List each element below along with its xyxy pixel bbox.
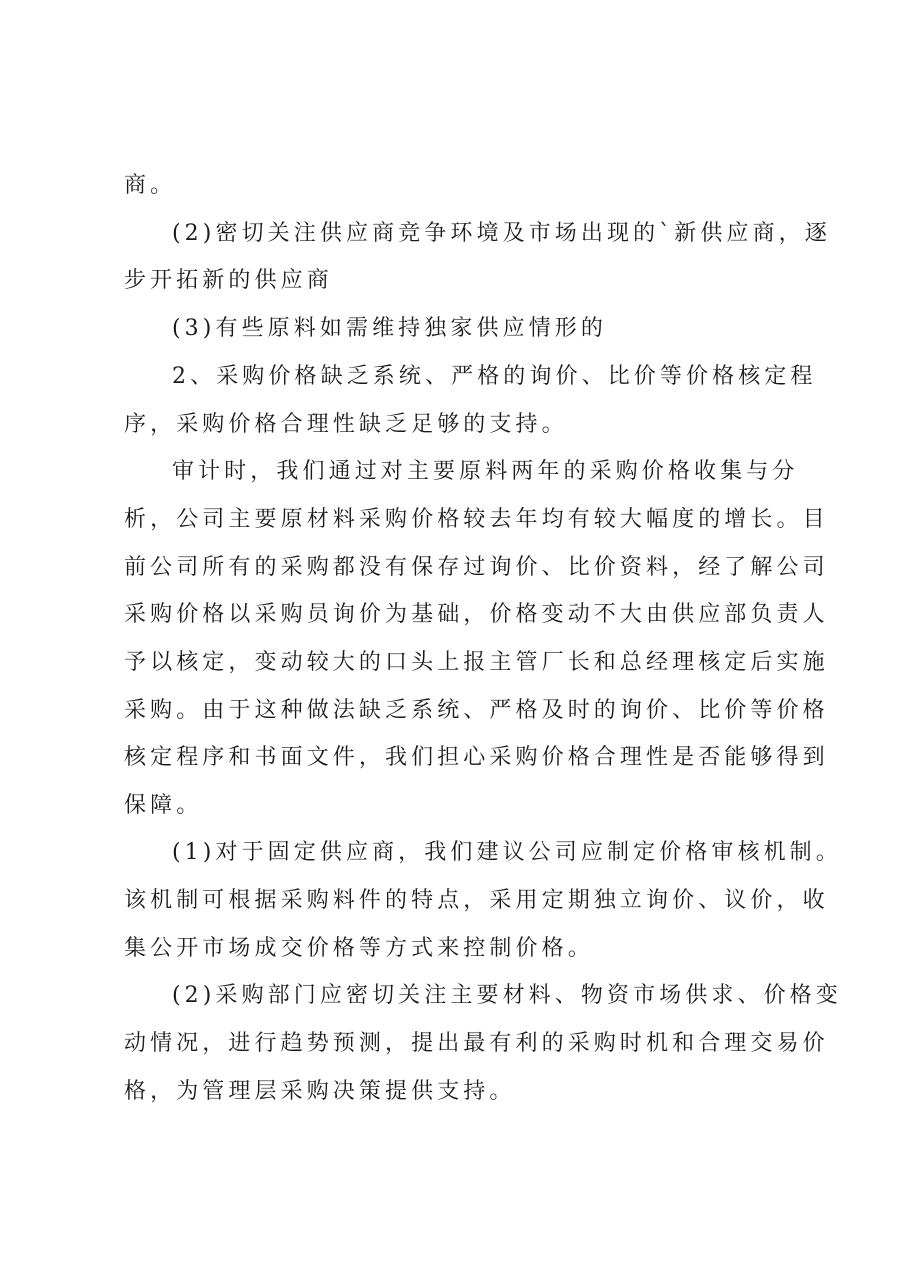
text-line: 格，为管理层采购决策提供支持。 bbox=[124, 1079, 516, 1104]
text-line: 采购价格以采购员询价为基础，价格变动不大由供应部负责人 bbox=[124, 602, 829, 627]
text-line: (1)对于固定供应商，我们建议公司应制定价格审核机制。 bbox=[172, 840, 842, 865]
text-line: (2)采购部门应密切关注主要材料、物资市场供求、价格变 bbox=[172, 983, 842, 1008]
text-line: 析，公司主要原材料采购价格较去年均有较大幅度的增长。目 bbox=[124, 507, 829, 532]
text-line: (3)有些原料如需维持独家供应情形的 bbox=[172, 316, 607, 341]
text-line: 前公司所有的采购都没有保存过询价、比价资料，经了解公司 bbox=[124, 555, 829, 580]
text-line: (2)密切关注供应商竞争环境及市场出现的`新供应商，逐 bbox=[172, 221, 831, 246]
text-line: 予以核定，变动较大的口头上报主管厂长和总经理核定后实施 bbox=[124, 650, 829, 675]
text-line: 2、采购价格缺乏系统、严格的询价、比价等价格核定程 bbox=[172, 364, 817, 389]
text-line: 采购。由于这种做法缺乏系统、严格及时的询价、比价等价格 bbox=[124, 698, 829, 723]
text-line: 保障。 bbox=[124, 793, 203, 818]
text-line: 动情况，进行趋势预测，提出最有利的采购时机和合理交易价 bbox=[124, 1031, 829, 1056]
text-line: 集公开市场成交价格等方式来控制价格。 bbox=[124, 936, 594, 961]
text-line: 商。 bbox=[124, 173, 177, 198]
text-line: 该机制可根据采购料件的特点，采用定期独立询价、议价，收 bbox=[124, 888, 829, 913]
text-line: 序，采购价格合理性缺乏足够的支持。 bbox=[124, 412, 568, 437]
text-line: 审计时，我们通过对主要原料两年的采购价格收集与分 bbox=[172, 459, 799, 484]
text-line: 步开拓新的供应商 bbox=[124, 268, 333, 293]
text-line: 核定程序和书面文件，我们担心采购价格合理性是否能够得到 bbox=[124, 745, 829, 770]
